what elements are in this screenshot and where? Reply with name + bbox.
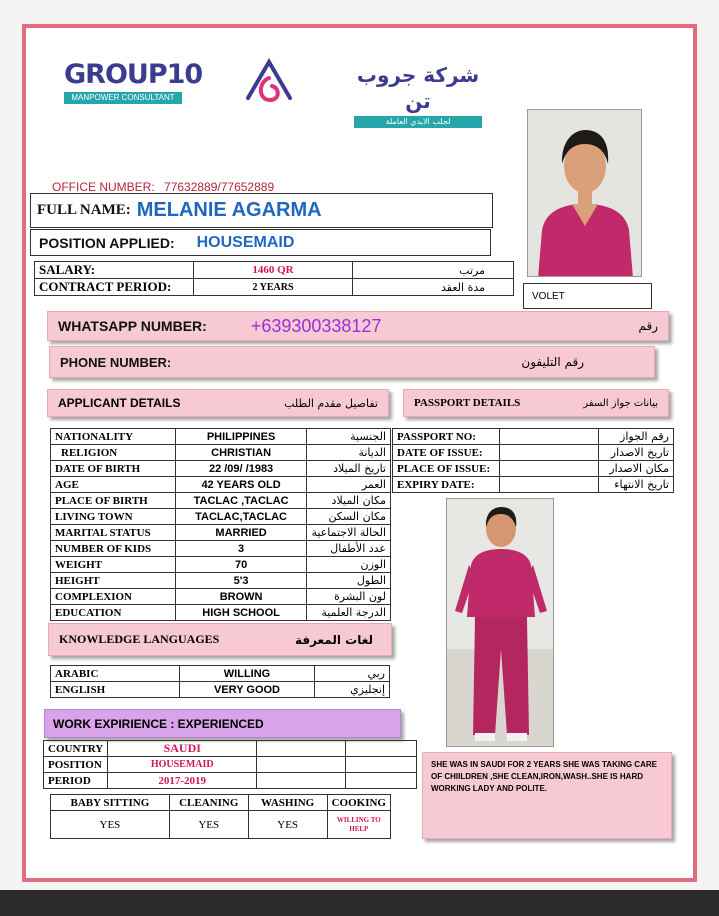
skill-value: YES (169, 811, 248, 839)
passport-details-arabic: بيانات جواز السفر (583, 397, 658, 409)
cell-arabic: مكان الاصدار (599, 461, 674, 477)
table-row (44, 773, 417, 789)
table-row (51, 525, 391, 541)
cell-label: RELIGION (51, 445, 176, 461)
cell-value: 42 YEARS OLD (175, 477, 307, 493)
whatsapp-label: WHATSAPP NUMBER: (58, 318, 207, 334)
phone-arabic: رقم التليفون (521, 355, 584, 369)
cell-label: EDUCATION (51, 605, 176, 621)
table-row (393, 429, 674, 445)
cell-value: 2017-2019 (108, 773, 257, 789)
table-row (51, 605, 391, 621)
salary-contract-table (34, 261, 514, 296)
cell-empty (257, 741, 346, 757)
table-row (51, 477, 391, 493)
office-label: OFFICE NUMBER: (52, 180, 155, 194)
table-row (44, 741, 417, 757)
cell-label: MARITAL STATUS (51, 525, 176, 541)
contract-label: CONTRACT PERIOD: (35, 279, 194, 296)
cell-value: BROWN (175, 589, 307, 605)
cell-arabic: ربي (315, 666, 390, 682)
skill-value: WILLING TO HELP (327, 811, 390, 839)
table-row (51, 509, 391, 525)
group10-logo (64, 59, 203, 104)
cell-value: 3 (175, 541, 307, 557)
work-experience-label: WORK EXPIRIENCE : EXPERIENCED (53, 716, 264, 731)
cell-value (500, 461, 599, 477)
table-row (51, 461, 391, 477)
table-row (51, 573, 391, 589)
contract-value: 2 YEARS (194, 279, 353, 296)
table-row (51, 666, 390, 682)
portrait-photo (527, 109, 642, 277)
passport-details-header (403, 389, 669, 417)
cell-empty (346, 757, 417, 773)
cell-empty (346, 773, 417, 789)
cell-label: POSITION (44, 757, 108, 773)
contract-arabic: مدة العقد (353, 279, 514, 296)
cell-label: PERIOD (44, 773, 108, 789)
volet-box: VOLET (523, 283, 652, 309)
cell-arabic: رقم الجواز (599, 429, 674, 445)
cell-value (500, 429, 599, 445)
cell-label: DATE OF ISSUE: (393, 445, 500, 461)
cell-empty (257, 757, 346, 773)
cell-value: TACLAC,TACLAC (175, 509, 307, 525)
skill-value: YES (248, 811, 327, 839)
table-row (44, 757, 417, 773)
passport-details-label: PASSPORT DETAILS (414, 397, 521, 409)
contract-row (35, 279, 514, 296)
cell-value: 22 /09/ /1983 (175, 461, 307, 477)
cell-value: WILLING (180, 666, 315, 682)
cell-value: MARRIED (175, 525, 307, 541)
cell-value: TACLAC ,TACLAC (175, 493, 307, 509)
cell-label: EXPIRY DATE: (393, 477, 500, 493)
cell-arabic: الطول (307, 573, 391, 589)
cell-arabic: مكان الميلاد (307, 493, 391, 509)
cell-arabic: الديانة (307, 445, 391, 461)
skill-value: YES (51, 811, 170, 839)
whatsapp-arabic: رقم (638, 319, 658, 333)
passport-table (392, 428, 674, 493)
cell-label: ENGLISH (51, 682, 180, 698)
cell-value: 5'3 (175, 573, 307, 589)
full-name-box (30, 193, 493, 228)
salary-row (35, 262, 514, 279)
cell-value (500, 477, 599, 493)
cell-label: NATIONALITY (51, 429, 176, 445)
position-value: HOUSEMAID (196, 233, 295, 251)
table-row (51, 445, 391, 461)
cell-label: HEIGHT (51, 573, 176, 589)
cell-arabic: لون البشرة (307, 589, 391, 605)
cell-empty (346, 741, 417, 757)
cell-value: CHRISTIAN (175, 445, 307, 461)
office-value: 77632889/77652889 (164, 180, 275, 194)
table-row (393, 477, 674, 493)
cell-arabic: تاريخ الانتهاء (599, 477, 674, 493)
work-table (43, 740, 417, 789)
cell-arabic: الجنسية (307, 429, 391, 445)
table-row (51, 557, 391, 573)
full-name-label: FULL NAME: (37, 202, 131, 218)
position-applied-box (30, 229, 491, 256)
arabic-company-tagline: لجلب الايدي العاملة (354, 116, 482, 128)
cell-label: NUMBER OF KIDS (51, 541, 176, 557)
cell-label: LIVING TOWN (51, 509, 176, 525)
cell-label: PLACE OF BIRTH (51, 493, 176, 509)
table-row (393, 461, 674, 477)
remarks-box: SHE WAS IN SAUDI FOR 2 YEARS SHE WAS TAKING CARE OF CHIILDREN ,SHE CLEAN,IRON,WASH..SHE IS HARD WORKING LADY AND POLITE. (422, 752, 672, 839)
languages-header (48, 623, 392, 656)
whatsapp-value: +639300338127 (250, 315, 382, 336)
skill-header: COOKING (327, 795, 390, 811)
cell-empty (257, 773, 346, 789)
languages-label: KNOWLEDGE LANGUAGES (59, 632, 220, 646)
cell-value: HIGH SCHOOL (175, 605, 307, 621)
cell-label: DATE OF BIRTH (51, 461, 176, 477)
position-label: POSITION APPLIED: (39, 234, 175, 251)
cell-value: PHILIPPINES (175, 429, 307, 445)
salary-value: 1460 QR (194, 262, 353, 279)
salary-arabic: مرتب (353, 262, 514, 279)
cell-arabic: تاريخ الاصدار (599, 445, 674, 461)
cell-value (500, 445, 599, 461)
cell-value: SAUDI (108, 741, 257, 757)
table-row (51, 682, 390, 698)
brand-emblem-icon (242, 58, 296, 106)
cell-label: COMPLEXION (51, 589, 176, 605)
cell-label: AGE (51, 477, 176, 493)
table-row (393, 445, 674, 461)
cell-arabic: الوزن (307, 557, 391, 573)
table-row (51, 429, 391, 445)
full-body-photo (446, 498, 554, 747)
applicant-details-header (47, 389, 389, 417)
skill-header: WASHING (248, 795, 327, 811)
languages-arabic: لغات المعرفة (294, 632, 373, 647)
cell-value: 70 (175, 557, 307, 573)
skills-table (50, 794, 391, 839)
cell-label: PASSPORT NO: (393, 429, 500, 445)
brand-name: GROUP10 (64, 59, 203, 90)
office-number (52, 180, 274, 194)
applicant-table (50, 428, 391, 621)
work-experience-header (44, 709, 401, 738)
skill-header: BABY SITTING (51, 795, 170, 811)
cell-value: HOUSEMAID (108, 757, 257, 773)
cell-label: COUNTRY (44, 741, 108, 757)
whatsapp-bar (47, 311, 669, 341)
cell-arabic: الدرجة العلمية (307, 605, 391, 621)
cell-arabic: مكان السكن (307, 509, 391, 525)
cell-arabic: العمر (307, 477, 391, 493)
cell-label: PLACE OF ISSUE: (393, 461, 500, 477)
brand-tagline: MANPOWER CONSULTANT (64, 92, 182, 104)
phone-label: PHONE NUMBER: (60, 354, 172, 370)
applicant-details-label: APPLICANT DETAILS (58, 396, 181, 410)
cell-arabic: الحالة الاجتماعية (307, 525, 391, 541)
arabic-company-logo (354, 62, 482, 128)
salary-label: SALARY: (35, 262, 194, 279)
cell-value: VERY GOOD (180, 682, 315, 698)
table-row (51, 811, 391, 839)
table-row (51, 541, 391, 557)
arabic-company-name: شركة جروب تن (356, 63, 480, 113)
applicant-details-arabic: تفاصيل مقدم الطلب (284, 396, 378, 410)
table-row (51, 795, 391, 811)
cell-arabic: عدد الأطفال (307, 541, 391, 557)
cell-arabic: إنجليزي (315, 682, 390, 698)
cell-arabic: تاريخ الميلاد (307, 461, 391, 477)
cell-label: ARABIC (51, 666, 180, 682)
skill-header: CLEANING (169, 795, 248, 811)
phone-bar (49, 346, 655, 378)
table-row (51, 589, 391, 605)
viewer-bottom-bar (0, 890, 719, 916)
full-name-value: MELANIE AGARMA (136, 199, 322, 221)
languages-table (50, 665, 390, 698)
cell-label: WEIGHT (51, 557, 176, 573)
table-row (51, 493, 391, 509)
